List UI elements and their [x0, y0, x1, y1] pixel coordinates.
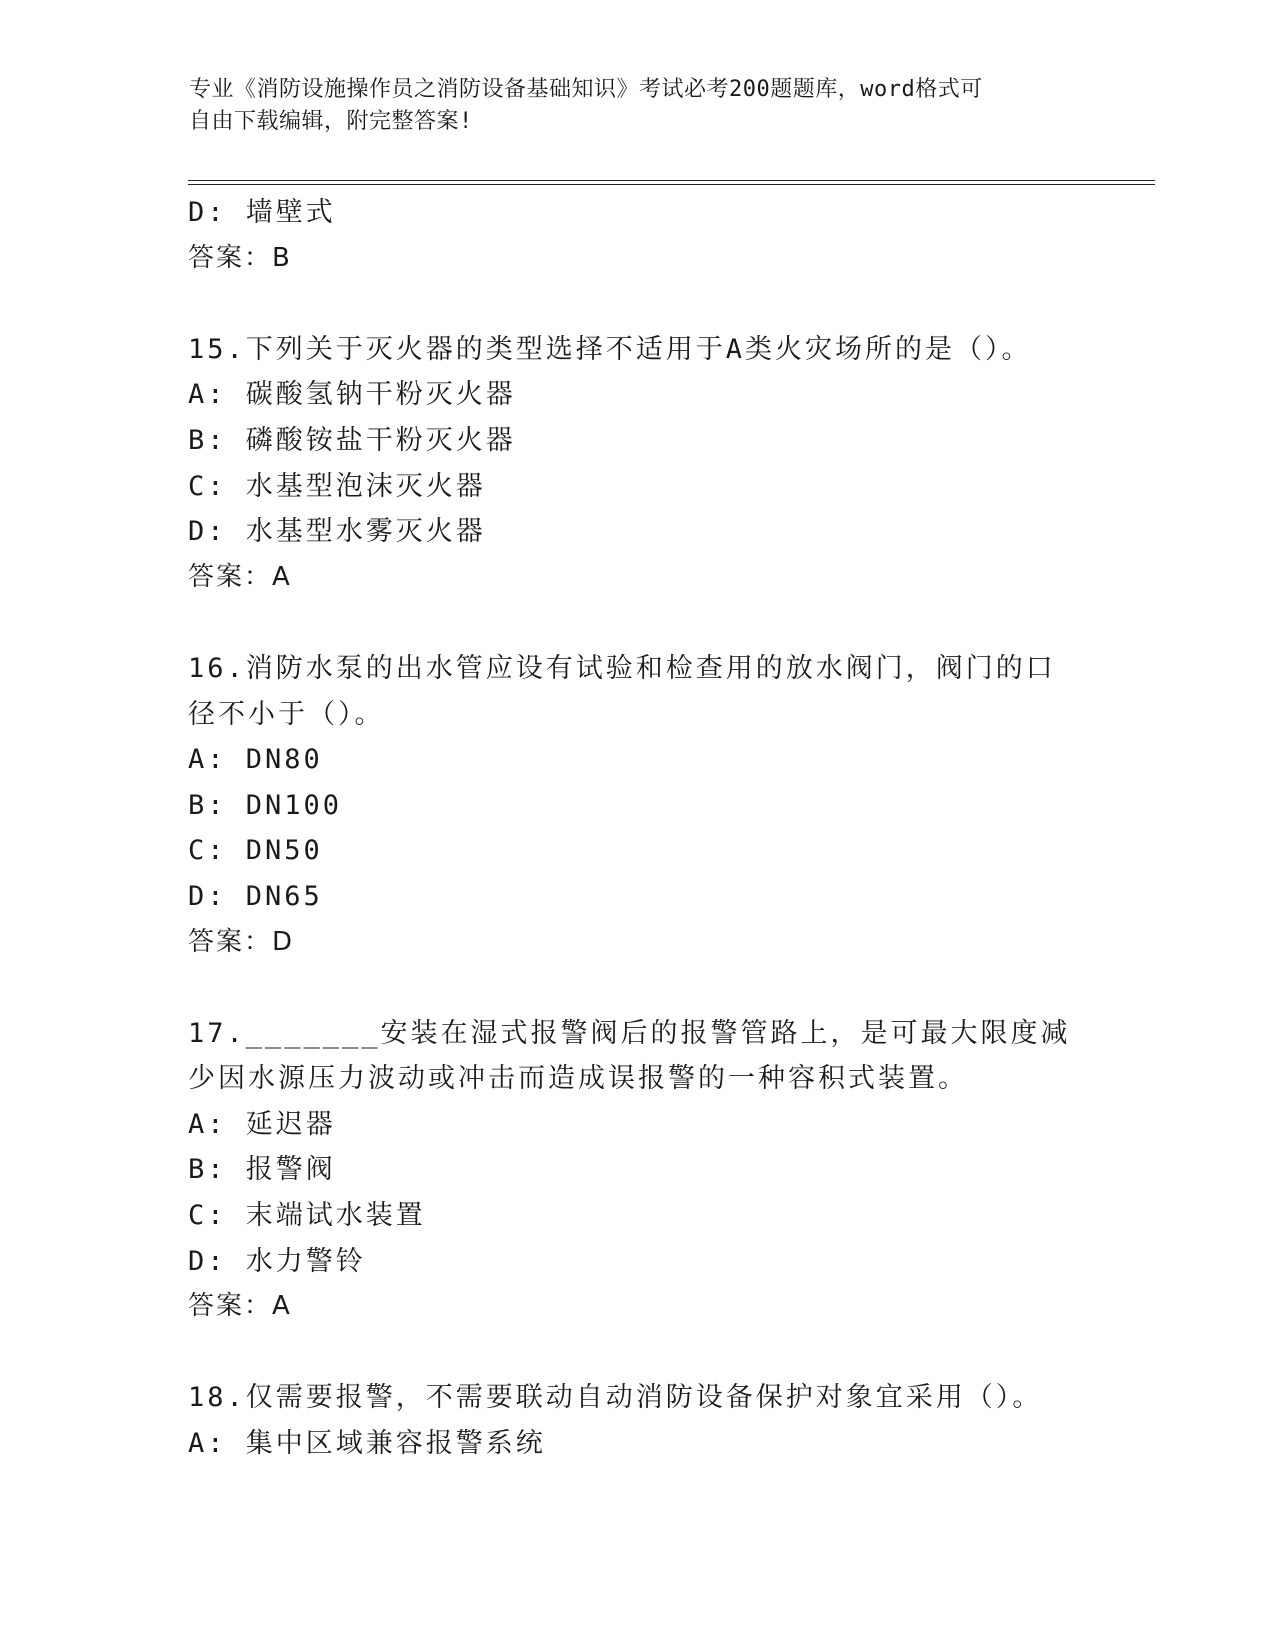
- question-stem: 17._______安装在湿式报警阀后的报警管路上，是可最大限度减少因水源压力波动或冲击而造成误报警的一种容积式装置。: [188, 1017, 1071, 1095]
- option-a: A: DN80: [188, 744, 323, 776]
- question-16: [188, 646, 1088, 965]
- question-18: [188, 1375, 1088, 1466]
- question-stem: 18.仅需要报警，不需要联动自动消防设备保护对象宜采用（）。: [188, 1382, 1043, 1414]
- answer: 答案：A: [188, 1291, 292, 1322]
- header-divider: [188, 180, 1155, 185]
- option-c: C: 末端试水装置: [188, 1200, 426, 1232]
- option-d: D: DN65: [188, 880, 323, 912]
- option-d: D: 水基型水雾灭火器: [188, 516, 486, 548]
- option-c: C: DN50: [188, 835, 323, 867]
- option-c: C: 水基型泡沫灭火器: [188, 470, 486, 502]
- question-14-fragment: [188, 190, 1088, 281]
- answer: 答案：A: [188, 561, 292, 592]
- question-stem: 15.下列关于灭火器的类型选择不适用于A类火灾场所的是（）。: [188, 333, 1032, 365]
- option-a: A: 集中区域兼容报警系统: [188, 1428, 546, 1460]
- question-stem: 16.消防水泵的出水管应设有试验和检查用的放水阀门，阀门的口径不小于（）。: [188, 652, 1056, 730]
- option-b: B: 报警阀: [188, 1154, 336, 1186]
- answer: 答案：D: [188, 926, 295, 957]
- answer: 答案：B: [188, 242, 292, 273]
- document-header: [189, 74, 1069, 138]
- option-a: A: 碳酸氢钠干粉灭火器: [188, 379, 516, 411]
- question-17: [188, 1011, 1088, 1330]
- header-line-1: 专业《消防设施操作员之消防设备基础知识》考试必考200题题库，word格式可: [189, 77, 983, 102]
- option-b: B: DN100: [188, 789, 343, 821]
- option-d: D: 水力警铃: [188, 1245, 366, 1277]
- question-15: [188, 327, 1088, 601]
- question-list: [188, 190, 1088, 1467]
- header-line-2: 自由下载编辑，附完整答案!: [189, 109, 473, 134]
- option-d: D: 墙壁式: [188, 197, 336, 228]
- option-b: B: 磷酸铵盐干粉灭火器: [188, 424, 516, 456]
- option-a: A: 延迟器: [188, 1108, 336, 1140]
